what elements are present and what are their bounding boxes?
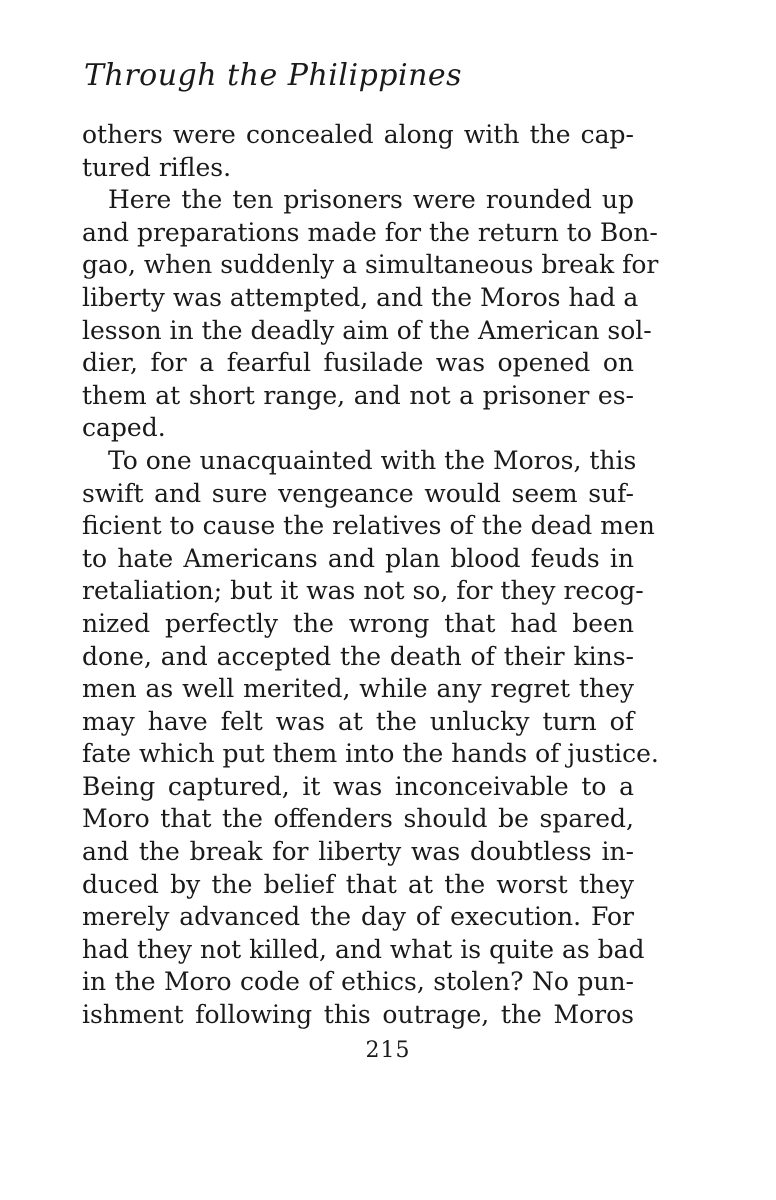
text-line: nized perfectly the wrong that had been bbox=[82, 608, 634, 638]
text-line: ficient to cause the relatives of the dead men bbox=[82, 511, 655, 541]
text-line: swift and sure vengeance would seem suf- bbox=[82, 478, 634, 508]
text-line: tured rifles. bbox=[82, 152, 232, 182]
text-line: Here the ten prisoners were rounded up bbox=[108, 185, 634, 215]
text-line: liberty was attempted, and the Moros had a bbox=[82, 282, 639, 312]
text-line: them at short range, and not a prisoner es- bbox=[82, 380, 634, 410]
text-line: may have felt was at the unlucky turn of bbox=[82, 706, 634, 736]
running-head: Through the Philippines bbox=[84, 58, 463, 93]
text-line: and the break for liberty was doubtless in- bbox=[82, 837, 634, 867]
text-line: had they not killed, and what is quite as bad bbox=[82, 934, 645, 964]
text-line: in the Moro code of ethics, stolen? No pun- bbox=[82, 967, 634, 997]
text-line: to hate Americans and plan blood feuds in bbox=[82, 543, 634, 573]
text-line: done, and accepted the death of their kins- bbox=[82, 641, 634, 671]
text-line: caped. bbox=[82, 413, 166, 443]
text-line: men as well merited, while any regret they bbox=[82, 674, 634, 704]
text-line: dier, for a fearful fusilade was opened on bbox=[82, 348, 634, 378]
body-text bbox=[82, 119, 659, 1032]
text-line: gao, when suddenly a simultaneous break for bbox=[82, 250, 659, 280]
text-line: merely advanced the day of execution. For bbox=[82, 902, 634, 932]
text-line: Moro that the offenders should be spared, bbox=[82, 804, 634, 834]
text-line: fate which put them into the hands of justice. bbox=[82, 739, 659, 769]
text-line: Being captured, it was inconceivable to a bbox=[82, 771, 634, 801]
text-line: duced by the belief that at the worst they bbox=[82, 869, 634, 899]
text-line: ishment following this outrage, the Moros bbox=[82, 1000, 634, 1030]
text-line: and preparations made for the return to Bon- bbox=[82, 217, 658, 247]
text-line: lesson in the deadly aim of the American sol- bbox=[82, 315, 652, 345]
text-line: To one unacquainted with the Moros, this bbox=[108, 445, 637, 475]
text-line: others were concealed along with the cap- bbox=[82, 120, 634, 149]
page-number: 215 bbox=[365, 1038, 411, 1063]
text-line: retaliation; but it was not so, for they recog- bbox=[82, 576, 644, 606]
